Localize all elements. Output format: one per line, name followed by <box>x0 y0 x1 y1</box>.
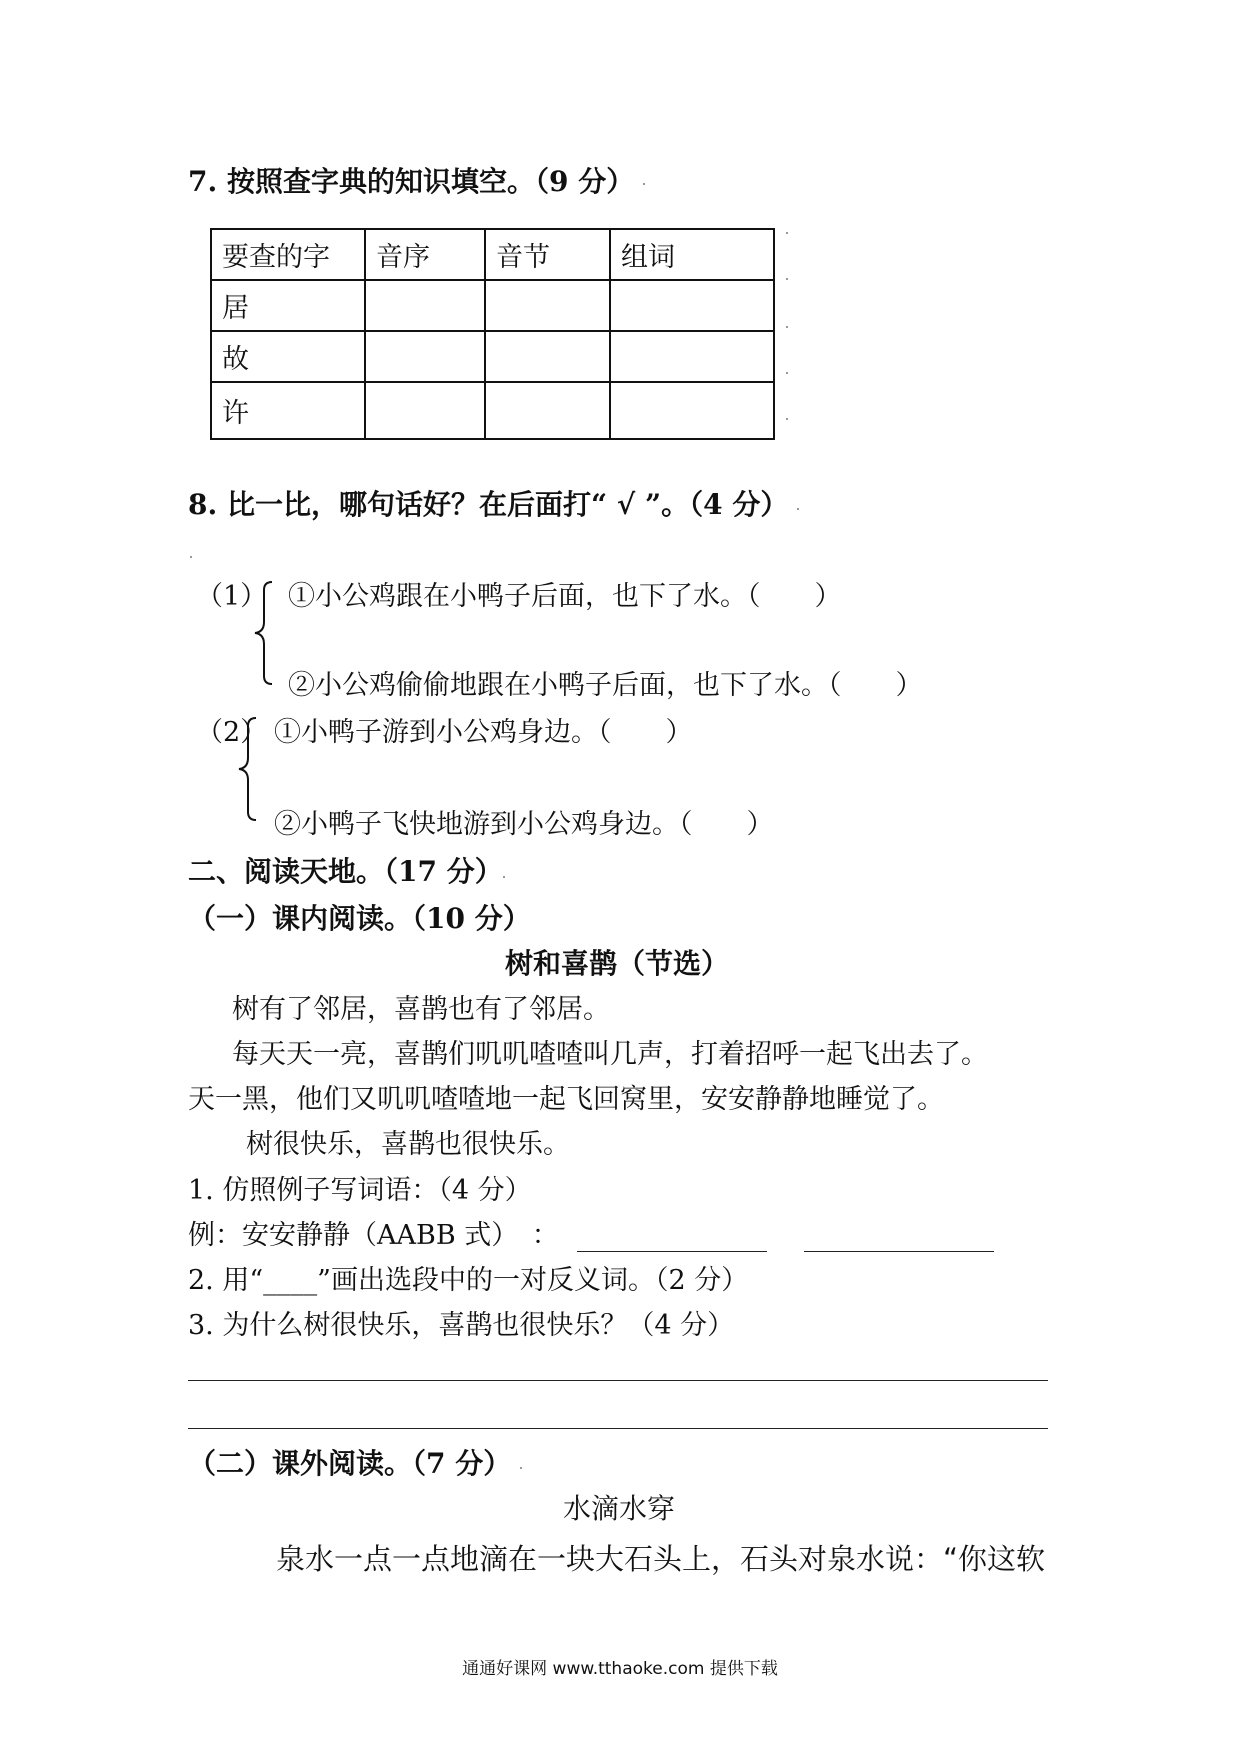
brace-icon <box>236 716 262 822</box>
table-cell-blank[interactable] <box>485 280 610 331</box>
q8-group-1-sentence-2: ②小公鸡偷偷地跟在小鸭子后面，也下了水。（ ） <box>288 670 923 701</box>
table-cell-blank[interactable] <box>610 331 774 382</box>
table-cell-blank[interactable] <box>365 382 485 439</box>
q8-group-1-sentence-1: ①小公鸡跟在小鸭子后面，也下了水。（ ） <box>288 581 842 612</box>
table-cell-char: 故 <box>211 331 365 382</box>
q8-group-1-label: （1） <box>196 581 268 612</box>
table-cell-char: 居 <box>211 280 365 331</box>
scan-dot <box>786 232 788 234</box>
scan-dot <box>520 1467 522 1469</box>
table-header-cell: 组词 <box>610 229 774 280</box>
answer-blank[interactable] <box>804 1225 994 1252</box>
passage-1-title: 树和喜鹊（节选） <box>505 947 730 980</box>
q8-group-2-label: （2） <box>196 717 268 748</box>
table-cell-blank[interactable] <box>485 382 610 439</box>
passage-1-paragraph-1: 树有了邻居，喜鹊也有了邻居。 <box>232 994 610 1025</box>
answer-blank[interactable] <box>577 1225 767 1252</box>
scan-dot <box>786 418 788 420</box>
q8-group-2-sentence-2: ②小鸭子飞快地游到小公鸡身边。（ ） <box>274 809 774 840</box>
table-cell-blank[interactable] <box>485 331 610 382</box>
footer-credit: 通通好课网 www.tthaoke.com 提供下载 <box>462 1659 778 1679</box>
reading-question-1-example <box>188 1213 994 1252</box>
table-row <box>211 331 774 382</box>
passage-1-paragraph-3: 树很快乐，喜鹊也很快乐。 <box>246 1129 570 1160</box>
q8-group-2-sentence-1: ①小鸭子游到小公鸡身边。（ ） <box>274 717 693 748</box>
table-cell-blank[interactable] <box>610 382 774 439</box>
q8-title: 8. 比一比，哪句话好？在后面打“ √ ”。（4 分） <box>188 488 789 521</box>
scan-dot <box>797 508 799 510</box>
table-row <box>211 280 774 331</box>
table-cell-blank[interactable] <box>365 331 485 382</box>
scan-dot <box>786 278 788 280</box>
part2-title: （二）课外阅读。（7 分） <box>188 1447 512 1480</box>
reading-question-3: 3. 为什么树很快乐，喜鹊也很快乐？（4 分） <box>188 1310 735 1341</box>
section2-title: 二、阅读天地。（17 分） <box>188 855 503 888</box>
scan-dot <box>786 326 788 328</box>
table-header-cell: 要查的字 <box>211 229 365 280</box>
table-row <box>211 382 774 439</box>
reading-question-1: 1. 仿照例子写词语：（4 分） <box>188 1175 532 1206</box>
answer-line[interactable] <box>188 1380 1048 1381</box>
scan-dot <box>503 876 505 878</box>
passage-1-paragraph-2b: 天一黑，他们又叽叽喳喳地一起飞回窝里，安安静静地睡觉了。 <box>188 1084 944 1115</box>
scan-dot <box>643 183 645 185</box>
reading-question-2: 2. 用“____”画出选段中的一对反义词。（2 分） <box>188 1265 749 1296</box>
table-cell-blank[interactable] <box>610 280 774 331</box>
passage-1-paragraph-2a: 每天天一亮，喜鹊们叽叽喳喳叫几声，打着招呼一起飞出去了。 <box>232 1039 988 1070</box>
table-header-cell: 音序 <box>365 229 485 280</box>
table-cell-blank[interactable] <box>365 280 485 331</box>
table-cell-char: 许 <box>211 382 365 439</box>
part1-title: （一）课内阅读。（10 分） <box>188 902 531 935</box>
scan-dot <box>190 556 192 558</box>
passage-2-paragraph-1: 泉水一点一点地滴在一块大石头上，石头对泉水说：“你这软 <box>276 1542 1046 1576</box>
table-header-row <box>211 229 774 280</box>
q7-title: 7. 按照查字典的知识填空。（9 分） <box>188 165 635 198</box>
example-text: 例：安安静静（AABB 式） ： <box>188 1220 559 1251</box>
table-header-cell: 音节 <box>485 229 610 280</box>
passage-2-title: 水滴水穿 <box>563 1492 676 1525</box>
answer-line[interactable] <box>188 1428 1048 1429</box>
brace-icon <box>252 580 278 686</box>
scan-dot <box>786 372 788 374</box>
dictionary-table <box>210 228 775 440</box>
